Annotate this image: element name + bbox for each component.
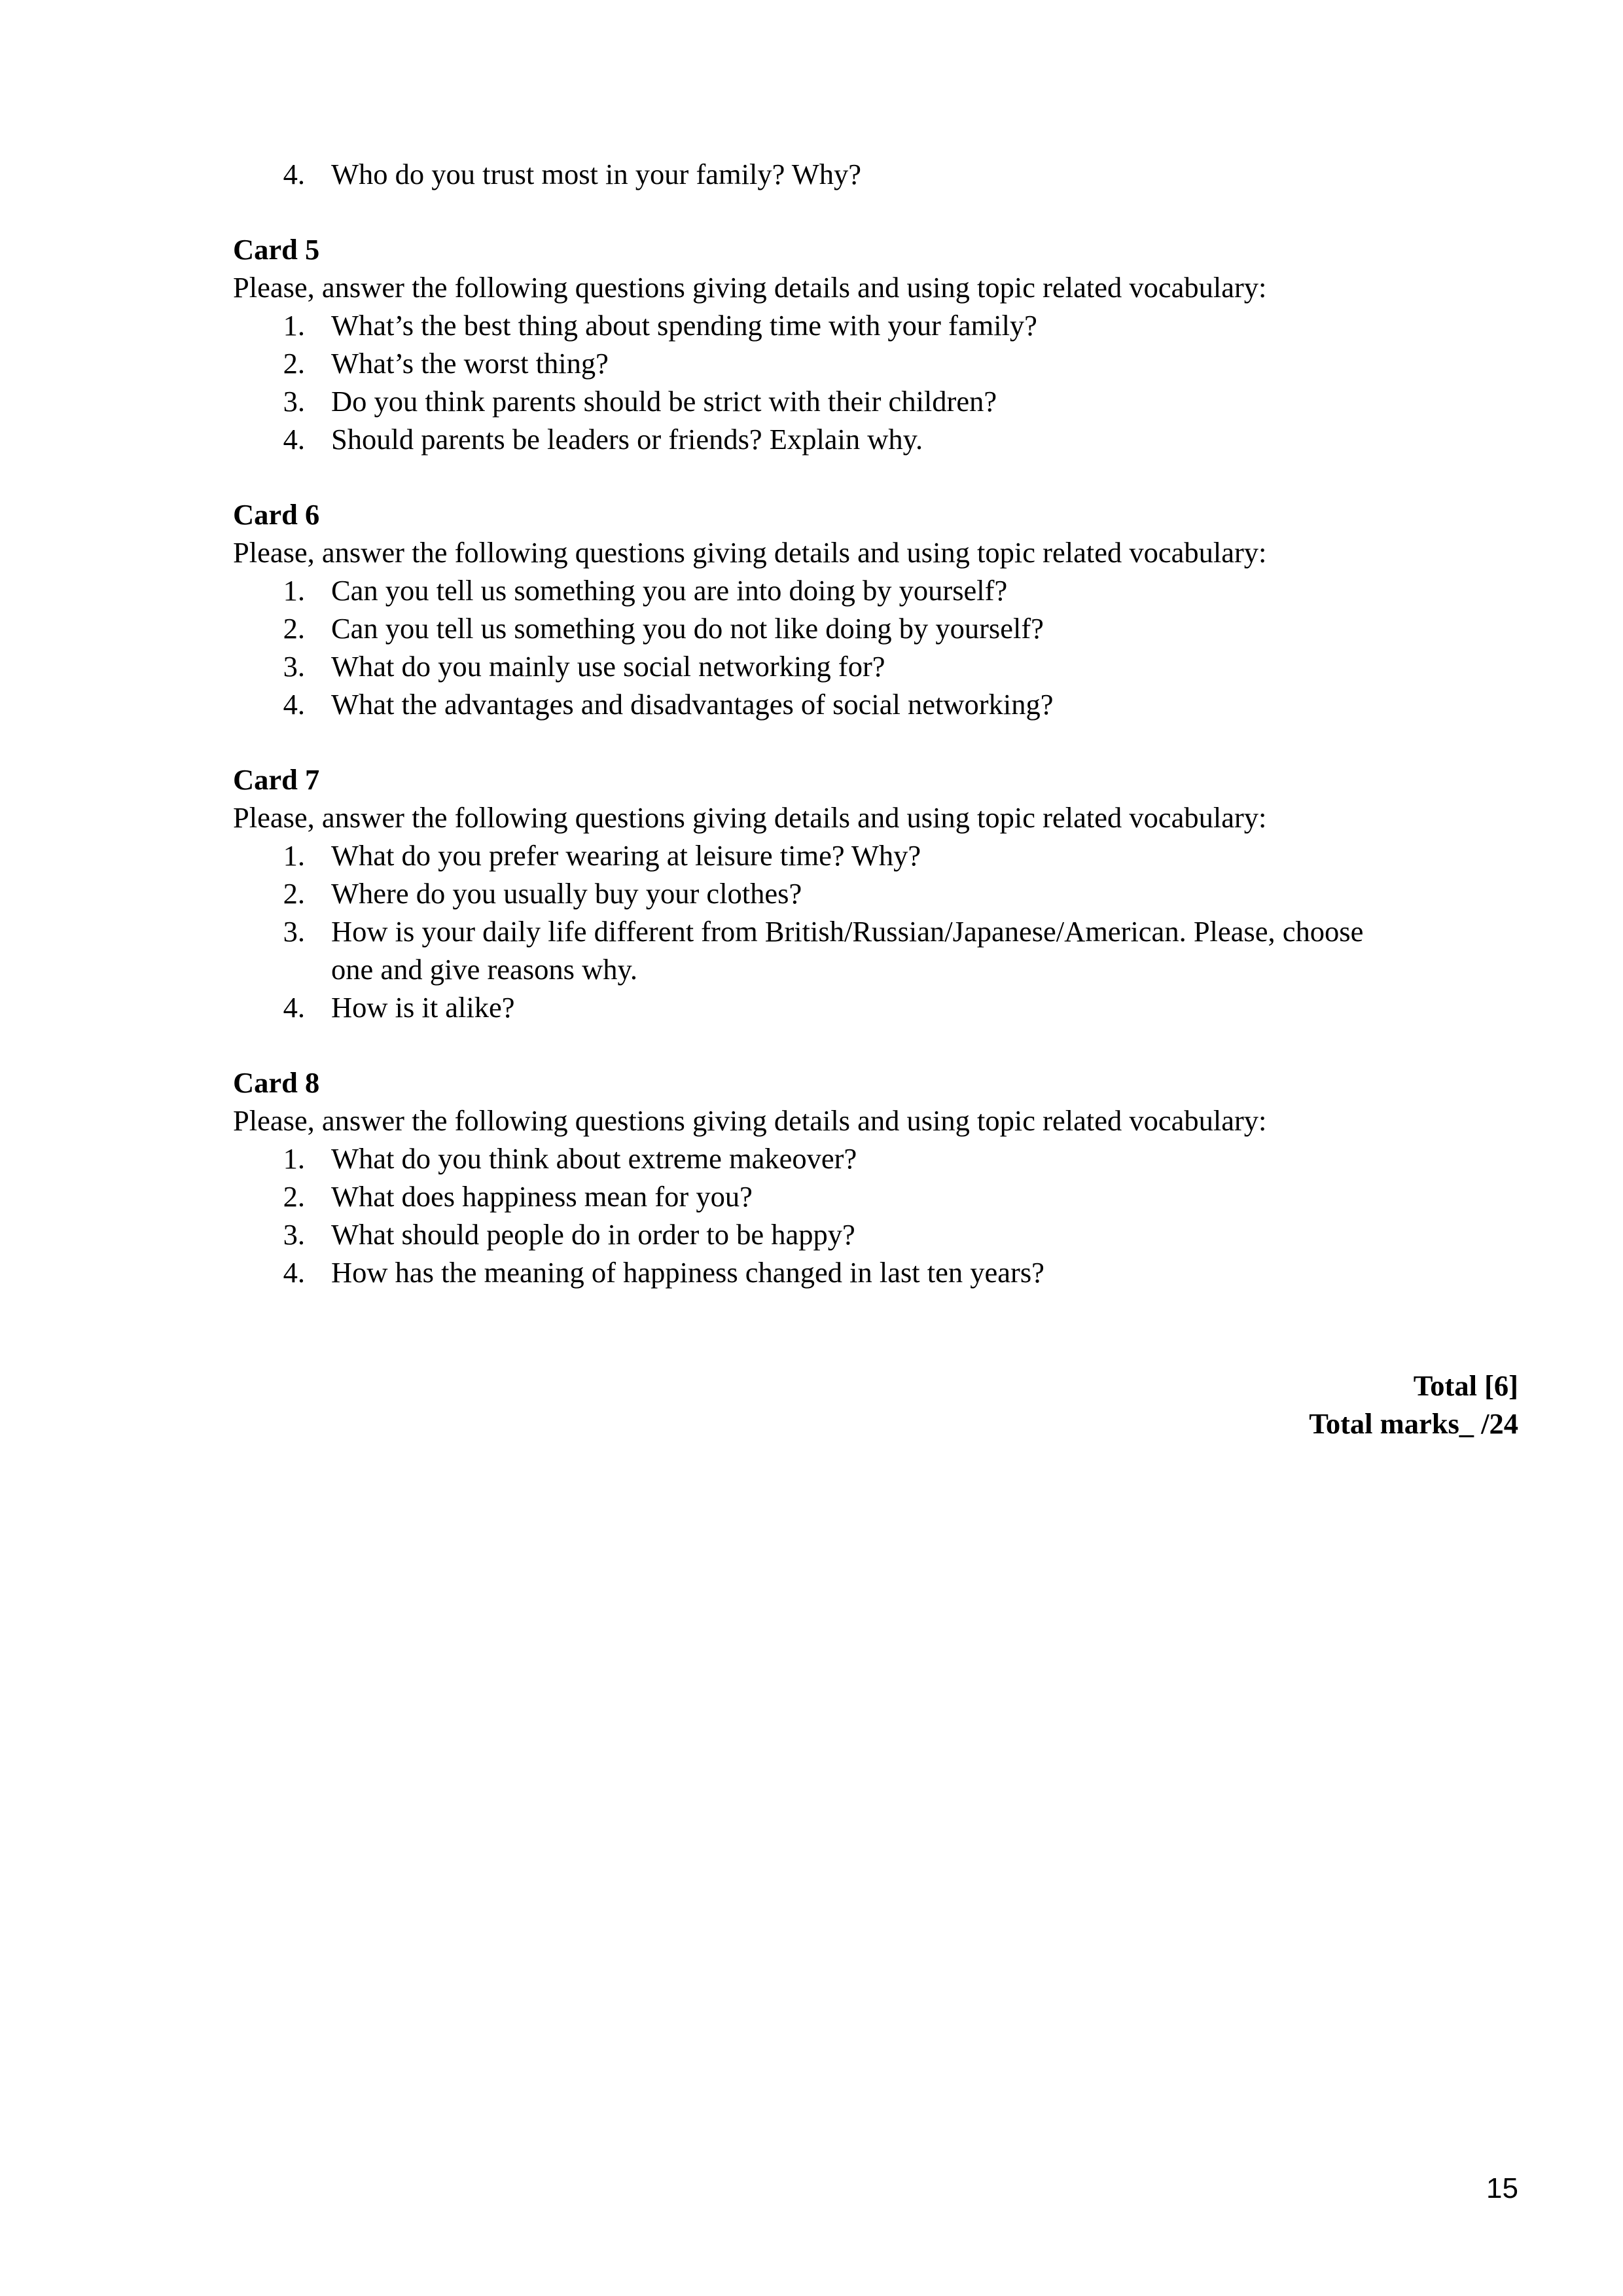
list-item-text: What do you prefer wearing at leisure time? Why? — [331, 839, 921, 872]
list-item-text: Can you tell us something you do not like doing by yourself? — [331, 612, 1044, 645]
list-item-number: 4. — [283, 158, 305, 190]
list-item-text: Who do you trust most in your family? Why? — [331, 158, 861, 190]
list-item-number: 3. — [283, 650, 305, 683]
list-item-text: How has the meaning of happiness changed in last ten years? — [331, 1256, 1044, 1289]
list-item-text: Should parents be leaders or friends? Explain why. — [331, 423, 923, 456]
card-heading: Card 8 — [233, 1066, 320, 1099]
list-item-number: 2. — [283, 1180, 305, 1213]
list-item-number: 3. — [283, 915, 305, 948]
list-item-text: How is it alike? — [331, 991, 515, 1024]
list-item-text: What do you mainly use social networking for? — [331, 650, 885, 683]
list-item-text: Where do you usually buy your clothes? — [331, 877, 802, 910]
list-item-number: 2. — [283, 877, 305, 910]
list-item-text: What does happiness mean for you? — [331, 1180, 753, 1213]
total-score: Total [6] — [1413, 1369, 1518, 1402]
list-item-number: 4. — [283, 1256, 305, 1289]
total-marks: Total marks_ /24 — [1309, 1407, 1518, 1440]
list-item-text: What do you think about extreme makeover? — [331, 1142, 857, 1175]
list-item-text: How is your daily life different from British/Russian/Japanese/American. Please, choose — [331, 915, 1364, 948]
list-item-number: 1. — [283, 1142, 305, 1175]
card-heading: Card 7 — [233, 763, 320, 796]
card-heading: Card 6 — [233, 498, 320, 531]
card-heading: Card 5 — [233, 233, 320, 266]
card-instructions: Please, answer the following questions giving details and using topic related vocabulary: — [233, 271, 1267, 304]
page-number: 15 — [1486, 2172, 1518, 2204]
list-item-text: Do you think parents should be strict with their children? — [331, 385, 997, 418]
list-item-number: 1. — [283, 574, 305, 607]
card-instructions: Please, answer the following questions giving details and using topic related vocabulary: — [233, 801, 1267, 834]
list-item-number: 4. — [283, 991, 305, 1024]
list-item-continuation: one and give reasons why. — [331, 953, 637, 986]
list-item-number: 4. — [283, 423, 305, 456]
list-item-number: 1. — [283, 839, 305, 872]
card-instructions: Please, answer the following questions giving details and using topic related vocabulary: — [233, 1104, 1267, 1137]
list-item-text: What the advantages and disadvantages of social networking? — [331, 688, 1054, 721]
list-item-text: What should people do in order to be happy? — [331, 1218, 855, 1251]
list-item-number: 4. — [283, 688, 305, 721]
list-item-number: 1. — [283, 309, 305, 342]
list-item-number: 2. — [283, 612, 305, 645]
list-item-text: What’s the worst thing? — [331, 347, 609, 380]
list-item-text: What’s the best thing about spending time with your family? — [331, 309, 1037, 342]
list-item-number: 3. — [283, 385, 305, 418]
list-item-text: Can you tell us something you are into doing by yourself? — [331, 574, 1008, 607]
list-item-number: 2. — [283, 347, 305, 380]
list-item-number: 3. — [283, 1218, 305, 1251]
card-instructions: Please, answer the following questions giving details and using topic related vocabulary: — [233, 536, 1267, 569]
